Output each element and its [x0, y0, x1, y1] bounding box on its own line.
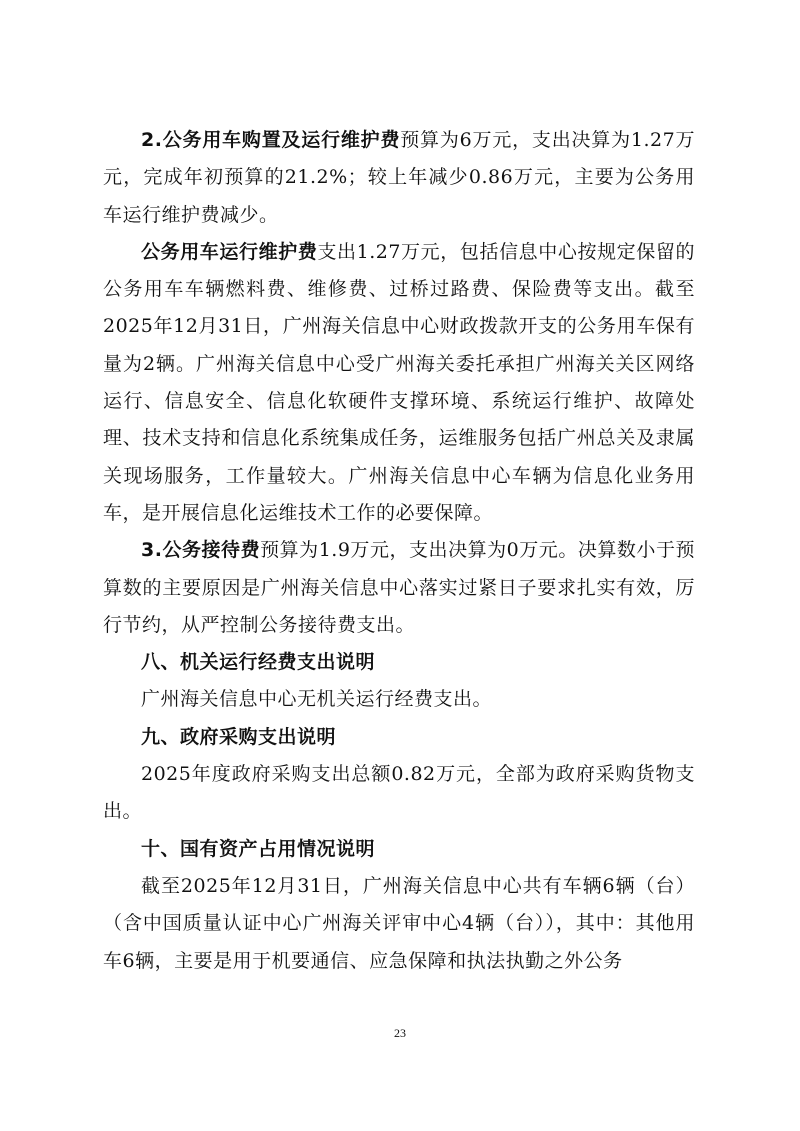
paragraph-lead: 3.公务接待费 — [141, 539, 261, 562]
paragraph-lead: 公务用车运行维护费 — [141, 240, 318, 263]
page-number: 23 — [394, 1026, 406, 1040]
section-text-state-assets: 截至2025年12月31日，广州海关信息中心共有车辆6辆（台）（含中国质量认证中心广州海关评审中心4辆（台）），其中：其他用车6辆，主要是用于机要通信、应急保障和执法执勤之外公务 — [103, 874, 695, 972]
paragraph-text: 支出1.27万元，包括信息中心按规定保留的公务用车车辆燃料费、维修费、过桥过路费、保险费等支出。截至2025年12月31日，广州海关信息中心财政拨款开支的公务用车保有量为2辆。广州海关信息中心受广州海关委托承担广州海关关区网络运行、信息安全、信息化软硬件支撑环境、系统运行维护、故障处理、技术支持和信息化系统集成任务，运维服务包括广州总关及隶属关现场服务，工作量较大。广州海关信息中心车辆为信息化业务用车，是开展信息化运维技术工作的必要保障。 — [103, 240, 695, 524]
paragraph-lead: 2.公务用车购置及运行维护费 — [141, 129, 401, 151]
section-heading-state-assets: 十、国有资产占用情况说明 — [141, 837, 376, 860]
paragraph-vehicle-purchase-maintenance — [103, 122, 695, 234]
section-heading-government-procurement: 九、政府采购支出说明 — [141, 725, 337, 748]
paragraph-text: 预算为1.9万元，支出决算为0万元。决算数小于预算数的主要原因是广州海关信息中心落实过紧日子要求扎实有效，厉行节约，从严控制公务接待费支出。 — [103, 539, 695, 636]
document-body — [103, 122, 695, 980]
section-text-operating-expenses: 广州海关信息中心无机关运行经费支出。 — [141, 688, 493, 711]
section-text-government-procurement: 2025年度政府采购支出总额0.82万元，全部为政府采购货物支出。 — [103, 763, 695, 823]
paragraph-text: 预算为6万元，支出决算为1.27万元，完成年初预算的21.2%；较上年减少0.86万元，主要为公务用车运行维护费减少。 — [103, 129, 695, 226]
paragraph-vehicle-maintenance — [103, 234, 695, 532]
section-heading-operating-expenses: 八、机关运行经费支出说明 — [141, 651, 376, 674]
paragraph-reception-expense — [103, 532, 695, 644]
